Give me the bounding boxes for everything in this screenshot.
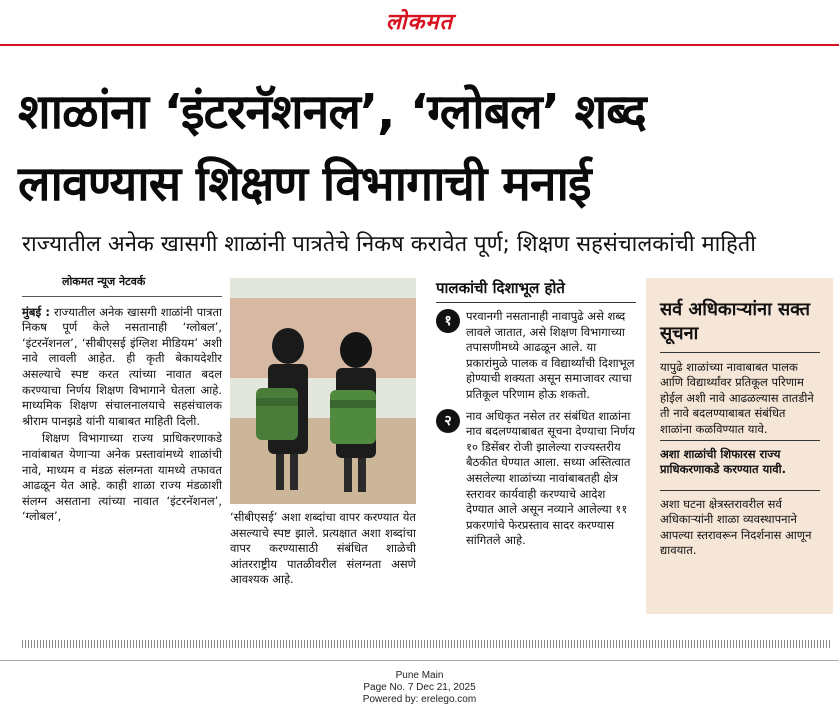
- edition-label: Pune Main: [395, 670, 444, 681]
- footer-divider: [0, 660, 839, 661]
- headline-line-1: शाळांना ‘इंटरनॅशनल’, ‘ग्लोबल’ शब्द: [18, 84, 646, 140]
- dateline: मुंबई :: [22, 304, 51, 319]
- box-text-1: यापुढे शाळांच्या नावाबाबत पालक आणि विद्यार्थ्यांवर प्रतिकूल परिणाम होईल अशी नावे आढळल्यास तातडीने ती नावे बदलण्याबाबत संबंधित शाळांना कळविण्यात यावे.: [660, 360, 814, 436]
- page-date-label: Page No. 7 Dec 21, 2025: [363, 682, 476, 693]
- box-title: सर्व अधिकाऱ्यांना सक्त सूचना: [660, 298, 820, 353]
- sidebar-heading: पालकांची दिशाभूल होते: [436, 278, 636, 303]
- paragraph-1-text: राज्यातील अनेक खासगी शाळांनी पात्रता निकष पूर्ण केले नसतानाही ‘ग्लोबल’, ‘इंटरनॅशनल’, ‘सीबीएसई इंग्लिश मीडियम’ अशी नावे लावली आहेत. ही कृती बेकायदेशीर असल्याचे स्पष्ट करत त्यांच्या नावात बदल करण्याचा निर्णय शिक्षण विभागाने घेतला आहे. माध्यमिक शिक्षण संचालनालयाचे सहसंचालक श्रीराम पानझडे यांनी याबाबत माहिती दिली.: [22, 304, 223, 428]
- footer: [0, 670, 839, 706]
- sidebar-column: [436, 278, 636, 549]
- box-text-3: अशा घटना क्षेत्रस्तरावरील सर्व अधिकाऱ्यांनी शाळा व्यवस्थापनाने आपल्या स्तरावरून निदर्शनास आणून द्यावयात.: [660, 490, 820, 559]
- instruction-box: [646, 278, 833, 614]
- byline: लोकमत न्यूज नेटवर्क: [22, 270, 222, 297]
- sidebar-point-1-text: परवानगी नसतानाही नावापुढे असे शब्द लावले जातात, असे शिक्षण विभागाच्या तपासणीमध्ये आढळून आले. या प्रकारांमुळे पालक व विद्यार्थ्यांची दिशाभूल होण्याची शक्यता असून समाजावर त्याचा प्रतिकूल परिणाम होऊ शकतो.: [466, 309, 635, 401]
- masthead: [0, 0, 839, 44]
- sidebar-point-2: [436, 409, 636, 549]
- subheadline: राज्यातील अनेक खासगी शाळांनी पात्रतेचे निकष करावेत पूर्ण; शिक्षण सहसंचालकांची माहिती: [22, 232, 757, 257]
- headline-line-2: लावण्यास शिक्षण विभागाची मनाई: [18, 156, 591, 212]
- article-column-1: [22, 270, 222, 527]
- article-paragraph-1: [22, 305, 222, 430]
- powered-by-link[interactable]: Powered by: erelego.com: [362, 694, 477, 705]
- headline: [18, 76, 828, 220]
- box-text-2: अशा शाळांची शिफारस राज्य प्राधिकरणाकडे करण्यात यावी.: [660, 440, 820, 478]
- sidebar-point-1: [436, 309, 636, 403]
- masthead-divider: [0, 44, 839, 46]
- hatch-divider: [22, 640, 832, 648]
- lokmat-logo: लोकमत: [385, 10, 454, 35]
- number-badge-1: १: [436, 309, 460, 333]
- sidebar-point-2-text: नाव अधिकृत नसेल तर संबंधित शाळांना नाव बदलण्याबाबत सूचना देण्याचा निर्णय १० डिसेंबर रोजी झालेल्या राज्यस्तरीय बैठकीत घेण्यात आला. सध्या अस्तित्वात असलेल्या शाळांच्या नावांबाबतही क्षेत्र स्तरावर कार्यवाही करण्याचे आदेश देण्यात आले असून नव्याने आलेल्या ११ प्रकरणांचे फेरप्रस्ताव सादर करण्यास सांगितले आहे.: [466, 408, 635, 548]
- number-badge-2: २: [436, 409, 460, 433]
- students-photo: [230, 278, 416, 504]
- students-illustration: [230, 278, 416, 504]
- article-paragraph-2: शिक्षण विभागाच्या राज्य प्राधिकरणाकडे नावांबाबत येणाऱ्या अनेक प्रस्तावांमध्ये शाळांची नावे, माध्यम व मंडळ संलग्नता यामध्ये तफावत आढळून येत आहे. काही शाळा राज्य मंडळाशी संलग्न असताना त्यांच्या नावात ‘इंटरनॅशनल’, ‘ग्लोबल’,: [22, 431, 222, 524]
- article-column-2: ‘सीबीएसई’ अशा शब्दांचा वापर करण्यात येत असल्याचे स्पष्ट झाले. प्रत्यक्षात अशा शब्दांचा वापर करण्यासाठी संबंधित शाळेची आंतरराष्ट्रीय पातळीवरील संलग्नता असणे आवश्यक आहे.: [230, 510, 416, 587]
